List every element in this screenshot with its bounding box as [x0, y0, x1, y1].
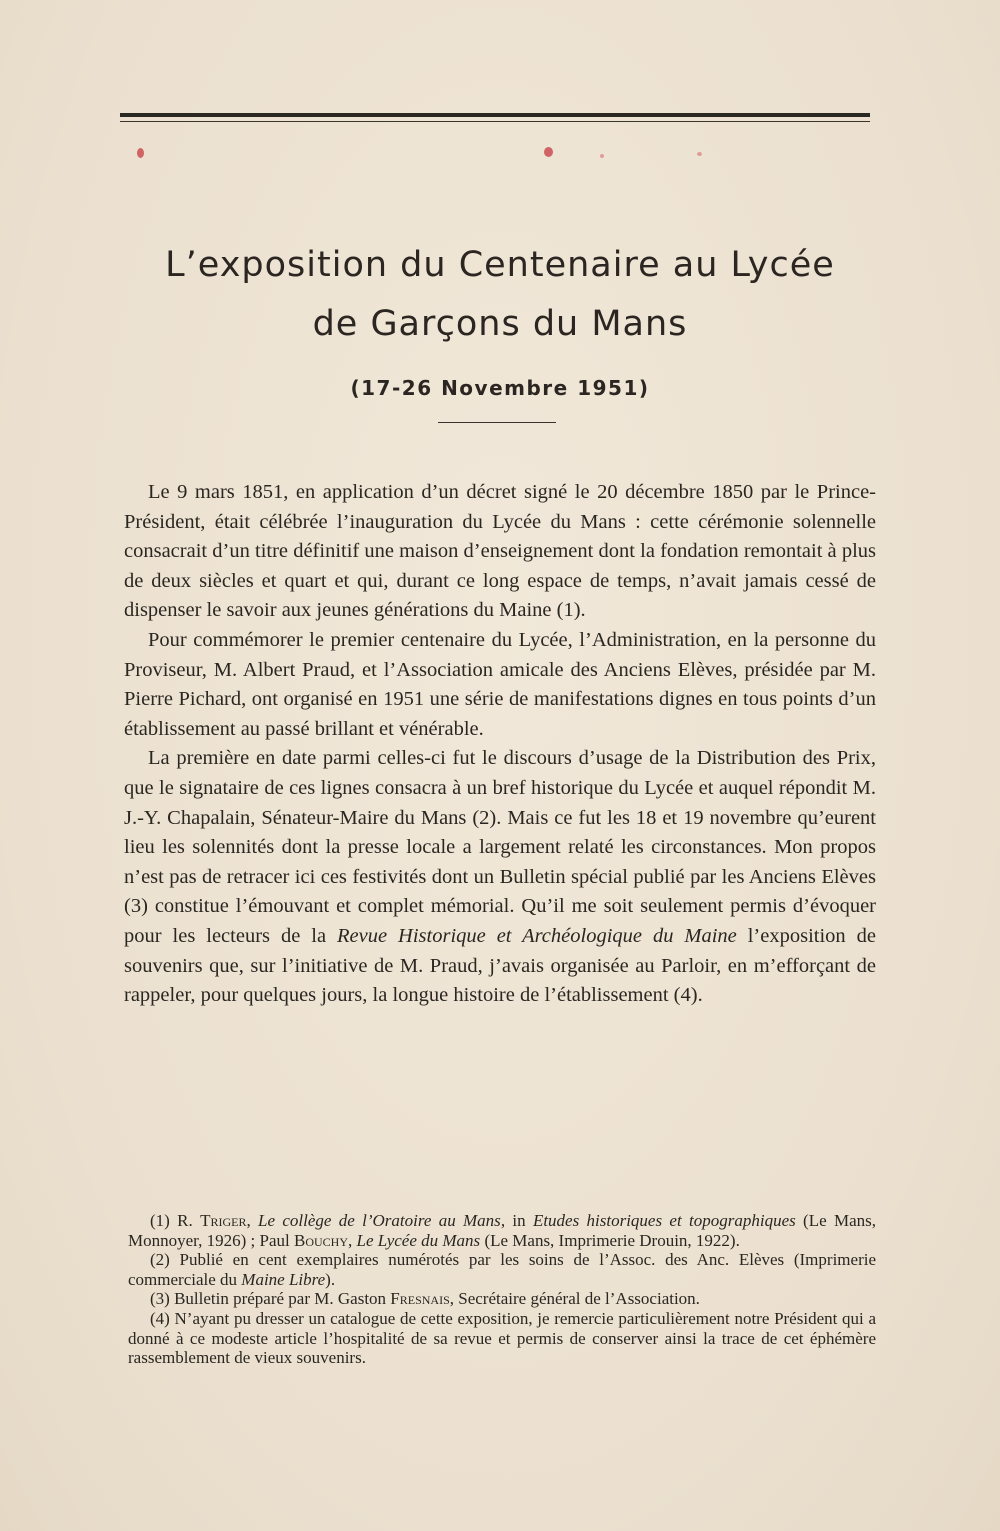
top-rule-thick: [120, 113, 870, 117]
footnote-text: ,: [348, 1230, 357, 1250]
footnote-text: ).: [325, 1269, 336, 1289]
article-dates: (17-26 Novembre 1951): [350, 376, 650, 400]
paragraph: Le 9 mars 1851, en application d’un décret signé le 20 décembre 1850 par le Prince-Président, était célébrée l’inauguration du Lycée du Mans : cette cérémonie solennelle consacrait d’un titre définitif une maison d’enseignement dont la fondation remontait à plus de deux siècles et quart et qui, durant ce long espace de temps, n’avait jamais cessé de dispenser le savoir aux jeunes générations du Maine (1).: [124, 481, 876, 622]
journal-title: Revue Historique et Archéologique du Maine: [337, 924, 737, 947]
footnote-3: [128, 1289, 876, 1309]
footnote-text: (2) Publié en cent exemplaires numérotés par les soins de l’Assoc. des Anc. Elèves (Imprimerie commerciale du: [128, 1250, 876, 1289]
author-name: Bouchy: [294, 1230, 349, 1250]
red-ink-spot: [697, 152, 702, 156]
author-name: Fresnais: [390, 1289, 450, 1309]
footnote-1: [128, 1211, 876, 1250]
top-rule-thin: [120, 121, 870, 122]
work-title: Maine Libre: [241, 1269, 326, 1289]
article-title-line-2: de Garçons du Mans: [312, 304, 688, 344]
footnote-4: (4) N’ayant pu dresser un catalogue de cette exposition, je remercie particulièrement notre Président qui a donné à ce modeste article l’hospitalité de sa revue et permis de conserver ainsi la trace de cet éphémère rassemblement de vieux souvenirs.: [128, 1308, 876, 1368]
paragraph: Pour commémorer le premier centenaire du Lycée, l’Administration, en la personne du Proviseur, M. Albert Praud, et l’Association amicale des Anciens Elèves, présidée par M. Pierre Pichard, ont organisé en 1951 une série de manifestations dignes en tous points d’un établissement au passé brillant et vénérable.: [124, 628, 876, 740]
footnote-text: , in: [500, 1211, 533, 1230]
footnotes: [128, 1211, 876, 1368]
footnote-text: (Le Mans, Imprimerie Drouin, 1922).: [480, 1230, 740, 1250]
footnote-text: (1) R.: [150, 1211, 201, 1230]
footnote-text: , Secrétaire général de l’Association.: [449, 1289, 700, 1309]
work-title: Etudes historiques et topographiques: [532, 1211, 796, 1230]
title-underline-rule: [438, 422, 556, 423]
red-ink-spot: [137, 148, 144, 158]
article-body: [124, 478, 876, 1011]
footnote-text: (Le Mans, Monnoyer, 1926) ; Paul: [128, 1211, 876, 1250]
paragraph: [124, 744, 876, 1010]
work-title: Le Lycée du Mans: [356, 1230, 481, 1250]
red-ink-spot: [600, 154, 604, 158]
article-title-line-1: L’exposition du Centenaire au Lycée: [165, 245, 835, 285]
paragraph-text: l’exposition de souvenirs que, sur l’initiative de M. Praud, j’avais organisée au Parloir, en m’efforçant de rappeler, pour quelques jours, la longue histoire de l’établissement (4).: [124, 924, 876, 1007]
work-title: Le collège de l’Oratoire au Mans: [258, 1211, 501, 1230]
footnote-text: (3) Bulletin préparé par M. Gaston: [150, 1289, 391, 1309]
author-name: Triger: [200, 1211, 247, 1230]
red-ink-spot: [544, 147, 553, 157]
footnote-2: [128, 1250, 876, 1289]
paragraph-text: La première en date parmi celles-ci fut le discours d’usage de la Distribution des Prix, que le signataire de ces lignes consacra à un bref historique du Lycée et auquel répondit M. J.-Y. Chapalain, Sénateur-Maire du Mans (2). Mais ce fut les 18 et 19 novembre qu’eurent lieu les solennités dont la presse locale a largement relaté les circonstances. Mon propos n’est pas de retracer ici ces festivités dont un Bulletin spécial publié par les Anciens Elèves (3) constitue l’émouvant et complet mémorial. Qu’il me soit seulement permis d’évoquer pour les lecteurs de la: [124, 747, 876, 947]
footnote-text: ,: [246, 1211, 259, 1230]
